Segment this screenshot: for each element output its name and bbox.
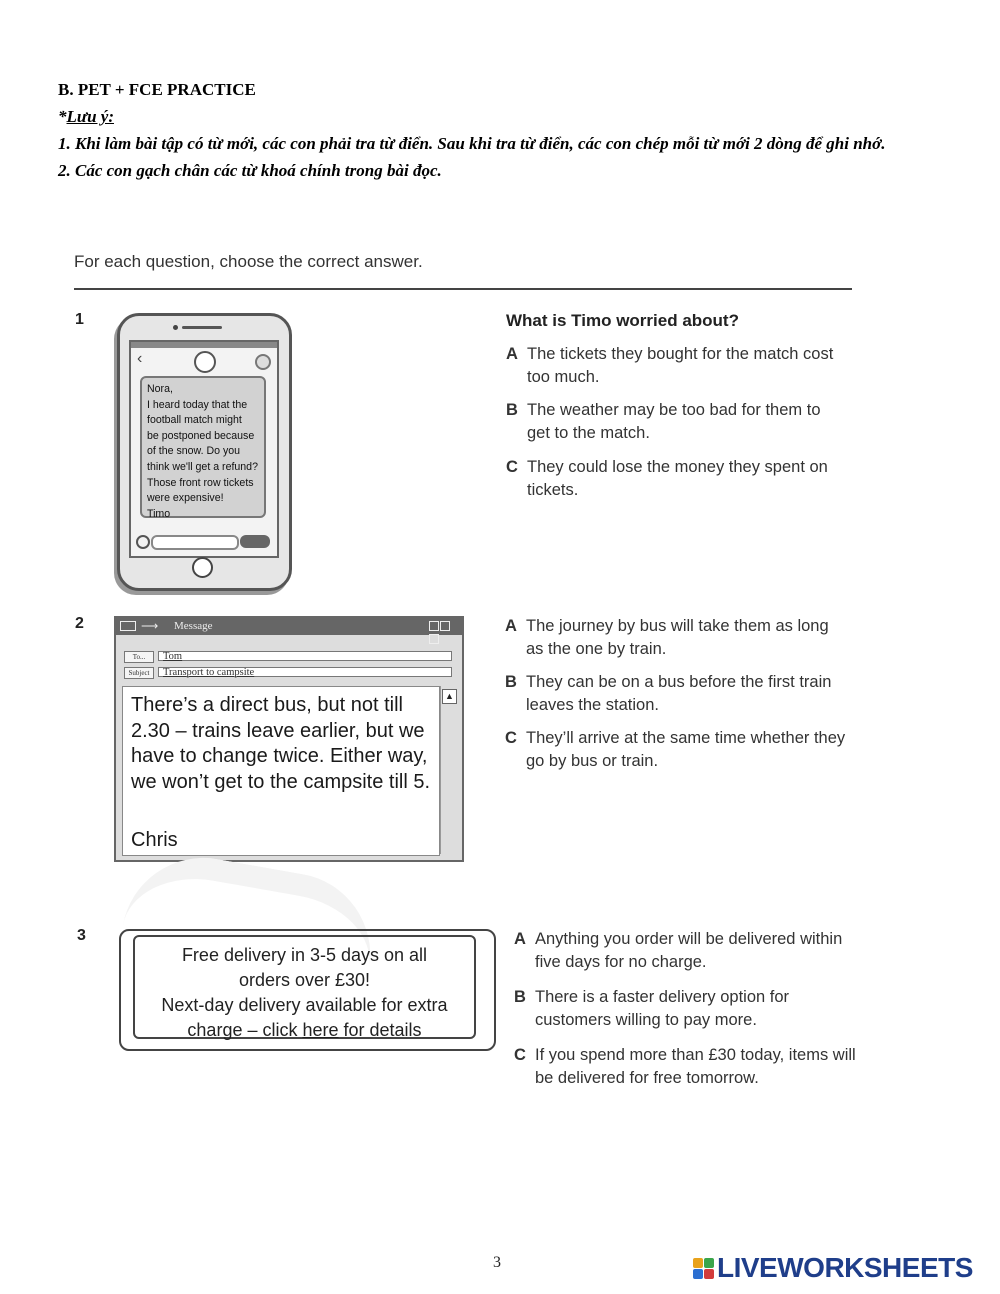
message-line: I heard today that the bbox=[147, 398, 248, 411]
page-header bbox=[58, 76, 958, 184]
ad-line: orders over £30! bbox=[238, 970, 371, 990]
message-line: Timo bbox=[147, 507, 171, 520]
option-text: They could lose the money they spent on tickets. bbox=[527, 458, 828, 499]
advertisement-text bbox=[133, 935, 476, 1039]
note-item-2: 2. Các con gạch chân các từ khoá chính trong bài đọc. bbox=[58, 161, 442, 180]
option-letter: B bbox=[505, 673, 517, 691]
email-signature: Chris bbox=[131, 829, 178, 851]
minimize-icon bbox=[429, 621, 439, 631]
message-line: think we'll get a refund? bbox=[147, 460, 258, 473]
note-item-1: 1. Khi làm bài tập có từ mới, các con phải tra từ điển. Sau khi tra từ điển, các con chép mỗi từ mới 2 dòng để ghi nhớ. bbox=[58, 134, 886, 153]
q1-option-b[interactable] bbox=[506, 399, 846, 445]
question-number-2: 2 bbox=[75, 615, 84, 632]
phone-camera-icon bbox=[173, 325, 178, 330]
message-input-field bbox=[151, 535, 239, 550]
message-line: of the snow. Do you bbox=[147, 445, 241, 458]
email-window bbox=[114, 616, 464, 862]
q2-option-a[interactable] bbox=[505, 615, 845, 661]
logo-blocks-icon bbox=[693, 1258, 715, 1280]
message-input-bar bbox=[134, 534, 272, 549]
q2-option-c[interactable] bbox=[505, 727, 855, 773]
message-line: Nora, bbox=[147, 383, 173, 395]
window-title: Message bbox=[174, 620, 213, 632]
ad-line-end: for details bbox=[338, 1020, 422, 1040]
option-letter: B bbox=[514, 988, 526, 1006]
q1-option-c[interactable] bbox=[506, 456, 846, 502]
option-letter: B bbox=[506, 401, 518, 419]
ad-line bbox=[135, 1018, 474, 1043]
ad-line: Free delivery in 3-5 days on all bbox=[181, 945, 428, 965]
q1-option-a[interactable] bbox=[506, 343, 846, 389]
option-letter: A bbox=[506, 345, 518, 363]
message-bubble bbox=[140, 376, 266, 518]
note-title bbox=[58, 103, 958, 130]
divider bbox=[74, 288, 852, 290]
email-message: There’s a direct bus, but not till 2.30 – trains leave earlier, but we have to change twice. Either way, we won’t get to the campsite till 5. bbox=[131, 694, 431, 793]
ad-line-start: charge – click bbox=[187, 1020, 303, 1040]
q2-option-b[interactable] bbox=[505, 671, 845, 717]
message-line: be postponed because bbox=[147, 429, 255, 442]
q3-option-b[interactable] bbox=[514, 986, 854, 1032]
emoji-icon bbox=[136, 535, 150, 549]
to-field: Tom bbox=[158, 651, 452, 661]
question-number-1: 1 bbox=[75, 311, 84, 328]
question-1-text: What is Timo worried about? bbox=[506, 311, 739, 330]
scrollbar bbox=[440, 686, 457, 854]
details-link[interactable]: here bbox=[302, 1020, 339, 1040]
phone-screen bbox=[129, 340, 279, 558]
section-title: B. PET + FCE PRACTICE bbox=[58, 80, 256, 99]
option-text: They can be on a bus before the first train leaves the station. bbox=[526, 673, 832, 714]
envelope-icon bbox=[120, 621, 136, 631]
instruction: For each question, choose the correct answer. bbox=[74, 252, 423, 271]
subject-row bbox=[124, 667, 454, 679]
q3-option-a[interactable] bbox=[514, 928, 854, 974]
advertisement-box bbox=[119, 929, 496, 1051]
option-letter: C bbox=[506, 458, 518, 476]
close-icon bbox=[429, 634, 439, 644]
to-row bbox=[124, 651, 454, 663]
subject-field: Transport to campsite bbox=[158, 667, 452, 677]
maximize-icon bbox=[440, 621, 450, 631]
message-line: football match might bbox=[147, 414, 242, 427]
message-line: were expensive! bbox=[147, 492, 224, 505]
message-line: Those front row tickets bbox=[147, 476, 254, 489]
page-number: 3 bbox=[493, 1254, 501, 1271]
option-text: The journey by bus will take them as long as the one by train. bbox=[526, 617, 829, 658]
subject-label: Subject bbox=[124, 667, 154, 679]
option-text: Anything you order will be delivered within five days for no charge. bbox=[535, 930, 843, 971]
option-letter: C bbox=[514, 1046, 526, 1064]
option-text: The weather may be too bad for them to get to the match. bbox=[527, 401, 821, 442]
question-number-3: 3 bbox=[77, 927, 86, 944]
phone-status-bar bbox=[131, 342, 277, 348]
q3-option-c[interactable] bbox=[514, 1044, 874, 1090]
ad-line: Next-day delivery available for extra bbox=[161, 995, 448, 1015]
avatar bbox=[194, 351, 216, 373]
menu-dot-icon bbox=[255, 354, 271, 370]
phone-illustration bbox=[117, 313, 292, 591]
note-prefix: * bbox=[58, 107, 67, 126]
email-body bbox=[122, 686, 440, 856]
option-letter: C bbox=[505, 729, 517, 747]
scroll-up-icon: ▲ bbox=[442, 689, 457, 704]
email-titlebar bbox=[116, 618, 462, 635]
window-controls bbox=[428, 621, 458, 632]
note-label: Lưu ý: bbox=[66, 107, 114, 126]
option-letter: A bbox=[505, 617, 517, 635]
to-label: To... bbox=[124, 651, 154, 663]
logo-text: LIVEWORKSHEETS bbox=[717, 1252, 973, 1283]
back-arrow-icon: ‹ bbox=[137, 350, 143, 367]
option-text: They’ll arrive at the same time whether they go by bus or train. bbox=[526, 729, 846, 770]
send-button-icon bbox=[240, 535, 270, 548]
option-text: If you spend more than £30 today, items will be delivered for free tomorrow. bbox=[535, 1046, 856, 1087]
phone-speaker-icon bbox=[182, 326, 222, 329]
arrow-right-icon: ⟶ bbox=[141, 619, 159, 633]
option-letter: A bbox=[514, 930, 526, 948]
home-button-icon bbox=[192, 557, 213, 578]
option-text: The tickets they bought for the match cost too much. bbox=[527, 345, 834, 386]
option-text: There is a faster delivery option for customers willing to pay more. bbox=[535, 988, 790, 1029]
